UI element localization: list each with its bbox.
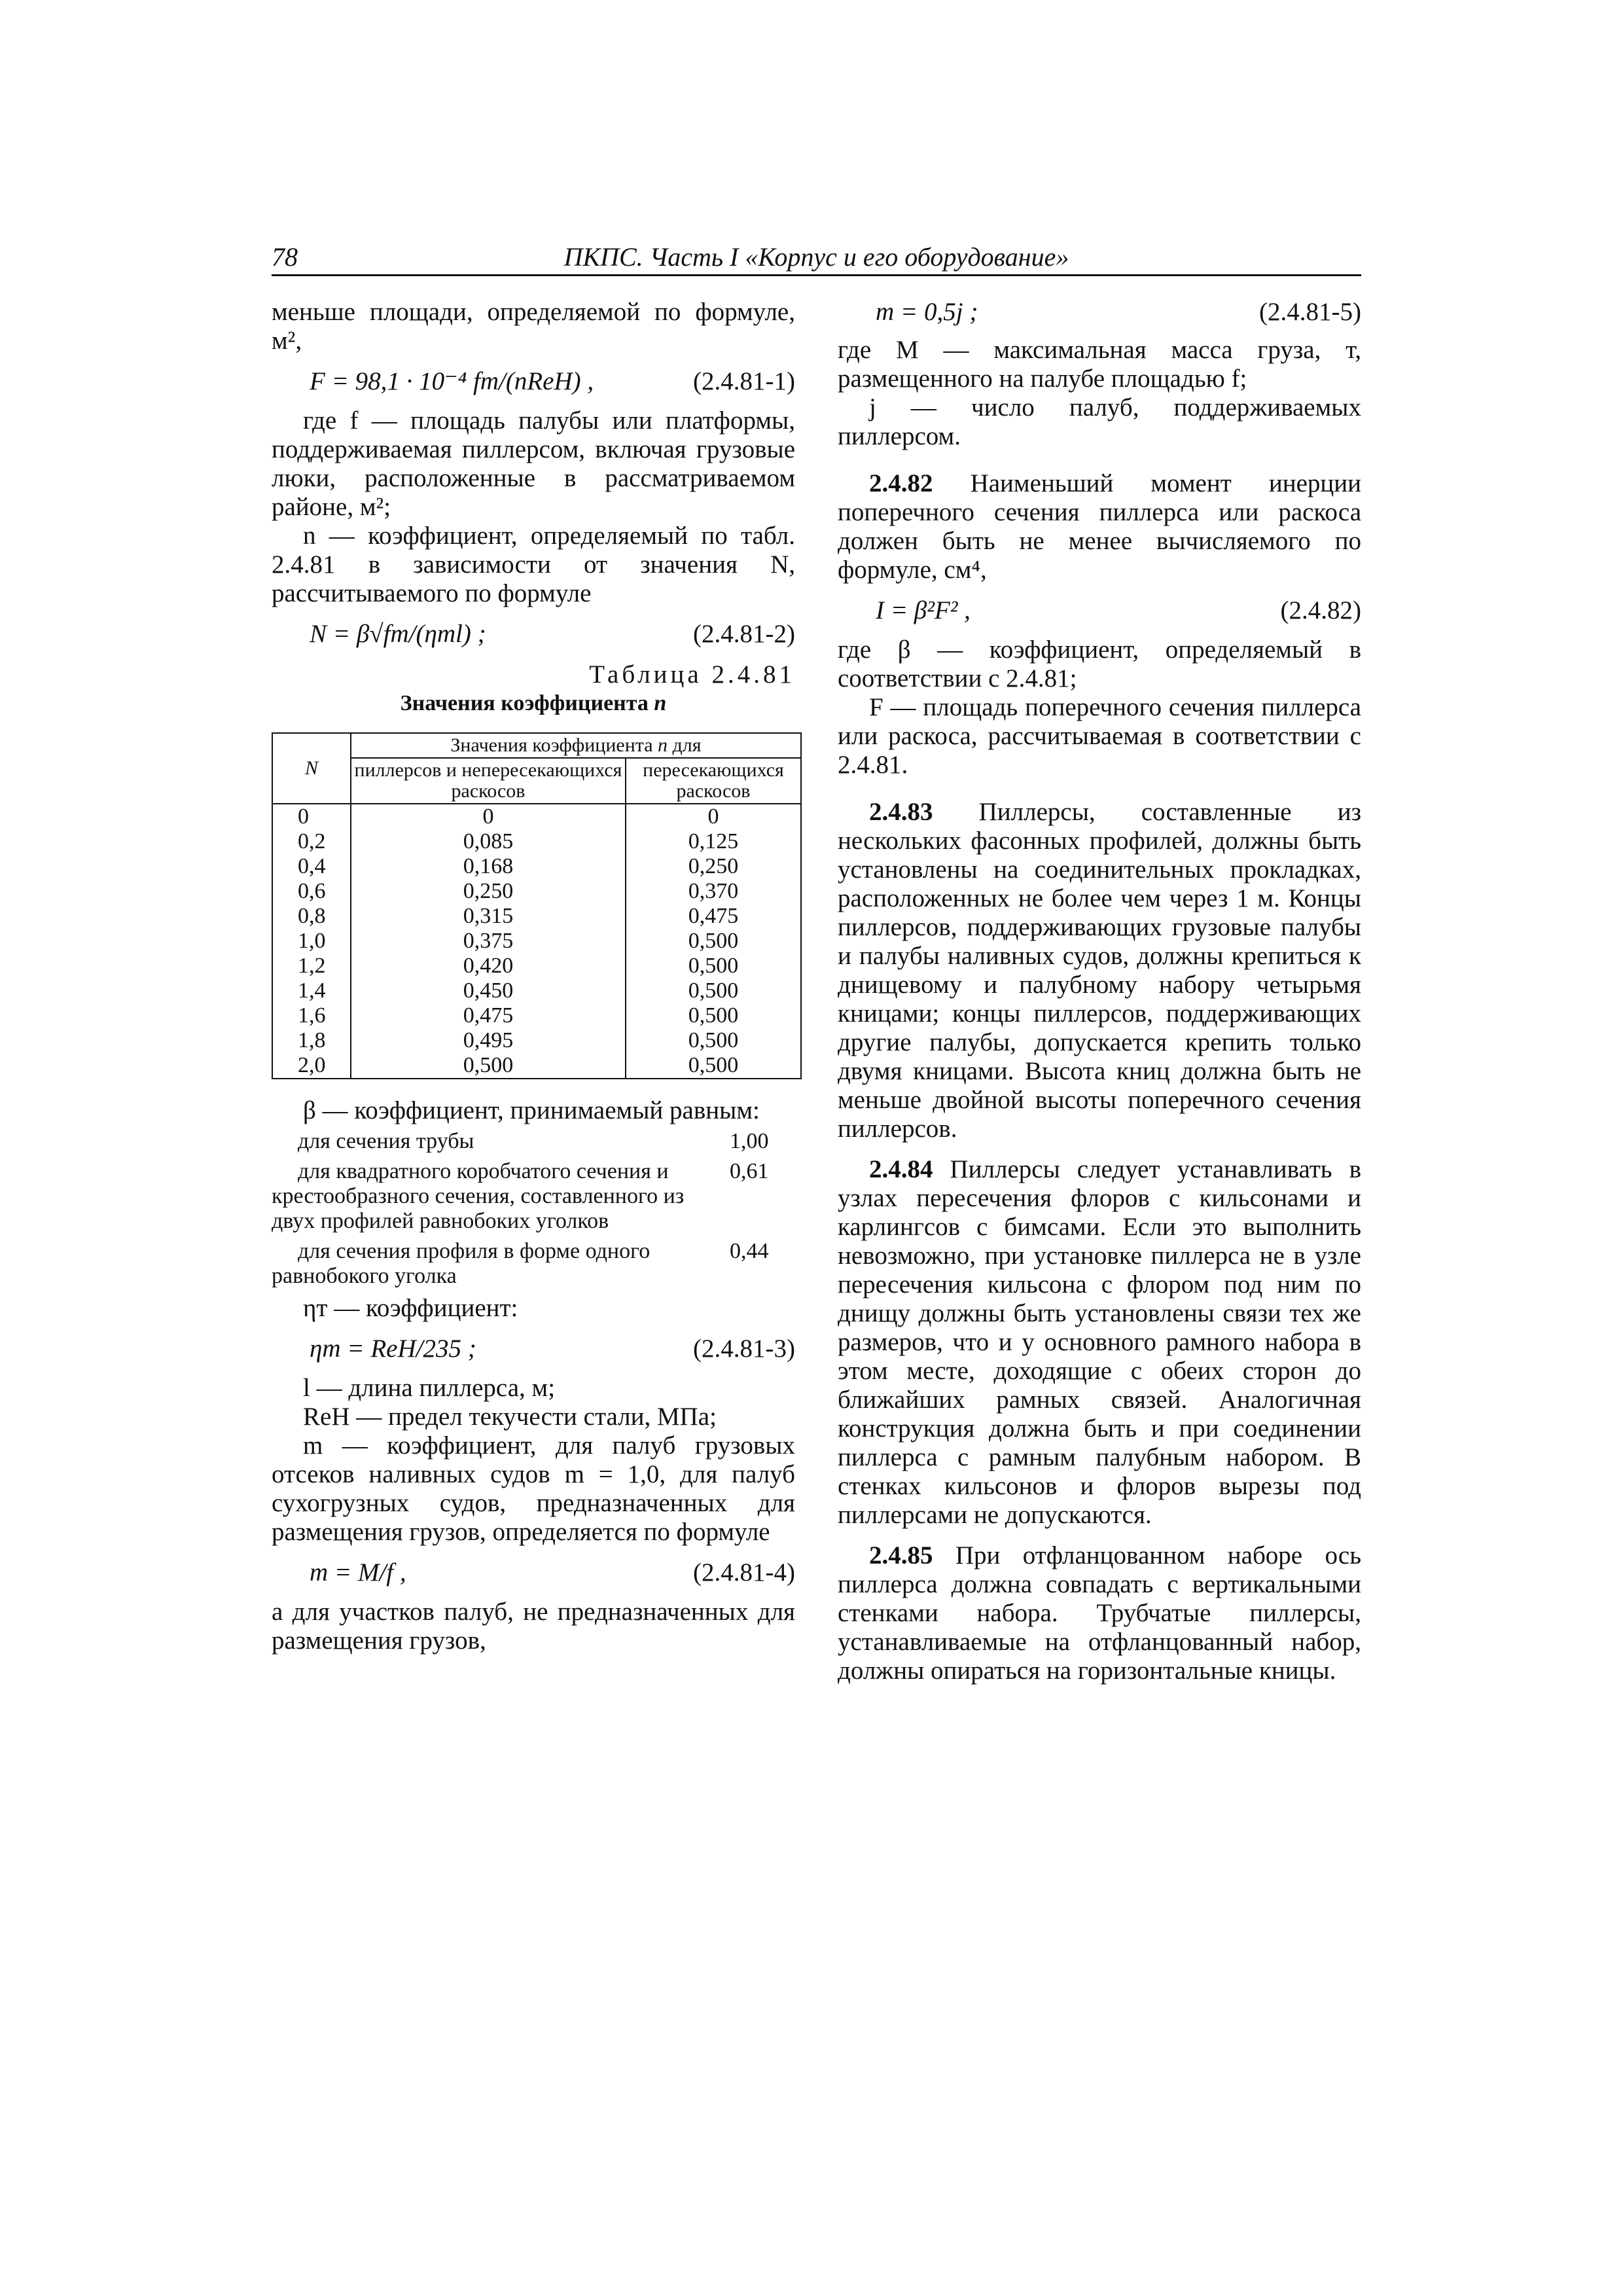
table-row (272, 879, 801, 904)
beta-item-value: 1,00 (730, 1129, 769, 1153)
cell-col-b: 0,475 (626, 904, 801, 929)
coefficient-table (272, 732, 802, 1079)
cell-n: 0,2 (272, 829, 351, 854)
cell-col-a: 0,495 (351, 1028, 626, 1053)
table-title-text: Значения коэффициента (400, 691, 649, 715)
table-row (272, 978, 801, 1003)
equation-number: (2.4.81-1) (693, 367, 795, 395)
section-2-4-83: 2.4.83 Пиллерсы, составленные из нескольких фасонных профилей, должны быть установлены на соединительных прокладках, расположенных не более чем через 1 м. Концы пиллерсов, поддерживающих грузовые палубы и палубы наливных судов, должны крепиться к днищевому и палубному набору четырьмя кницами; концы пиллерсов, поддерживающих другие палубы, допускается крепить только двумя кницами. Высота книц должна быть не меньше двойной высоты поперечного сечения пиллерсов. (838, 798, 1361, 1143)
equation-number: (2.4.81-4) (693, 1558, 795, 1587)
cell-col-a: 0,500 (351, 1053, 626, 1079)
cell-col-b: 0,500 (626, 978, 801, 1003)
left-column (272, 298, 795, 1655)
equation-number: (2.4.82) (1280, 596, 1361, 624)
table-caption: Таблица 2.4.81 (589, 660, 795, 689)
cell-col-b: 0,125 (626, 829, 801, 854)
cell-col-a: 0,475 (351, 1003, 626, 1028)
section-number: 2.4.83 (869, 798, 933, 826)
formula-expression: F = 98,1 · 10⁻⁴ fm/(nReH) , (310, 367, 594, 395)
cell-n: 0 (272, 804, 351, 829)
formula-2-4-81-4 (272, 1552, 795, 1592)
paragraph: меньше площади, определяемой по формуле, м², (272, 298, 795, 355)
table-row (272, 1003, 801, 1028)
cell-col-a: 0,315 (351, 904, 626, 929)
beta-item-label: для квадратного коробчатого сечения и крестообразного сечения, составленного из двух профилей равнобоких уголков (272, 1159, 685, 1233)
cell-col-a: 0,168 (351, 854, 626, 879)
cell-n: 1,6 (272, 1003, 351, 1028)
beta-item-value: 0,61 (730, 1159, 769, 1183)
cell-col-a: 0,250 (351, 879, 626, 904)
cell-col-b: 0 (626, 804, 801, 829)
paragraph: F — площадь поперечного сечения пиллерса или раскоса, рассчитываемая в соответствии с 2.4.81. (838, 693, 1361, 779)
paragraph: а для участков палуб, не предназначенных для размещения грузов, (272, 1598, 795, 1655)
equation-number: (2.4.81-3) (693, 1335, 795, 1363)
table-body (272, 804, 801, 1079)
cell-n: 0,8 (272, 904, 351, 929)
cell-col-a: 0 (351, 804, 626, 829)
section-number: 2.4.85 (869, 1541, 933, 1570)
table-row (272, 904, 801, 929)
paragraph: l — длина пиллерса, м; (303, 1374, 556, 1402)
table-title-variable: n (654, 691, 667, 715)
formula-expression: m = 0,5j ; (876, 298, 978, 326)
cell-col-a: 0,085 (351, 829, 626, 854)
cell-col-a: 0,450 (351, 978, 626, 1003)
section-2-4-84: 2.4.84 Пиллерсы следует устанавливать в узлах пересечения флоров с кильсонами и карлингсов с бимсами. Если это выполнить невозможно, при установке пиллерса не в узле пересечения кильсона с флором под ним по днищу должны быть установлены связи тех же размеров, что и у основного рамного набора в этом месте, доходящие с обеих сторон до ближайших рамных связей. Аналогичная конструкция должна быть и при соединении пиллерса с рамным палубным набором. В стенках кильсонов и флоров вырезы под пиллерсами не допускаются. (838, 1155, 1361, 1529)
right-column (838, 298, 1361, 1685)
paragraph: m — коэффициент, для палуб грузовых отсеков наливных судов m = 1,0, для палуб сухогрузных судов, предназначенных для размещения грузов, определяется по формуле (272, 1431, 795, 1546)
cell-col-b: 0,500 (626, 954, 801, 978)
formula-2-4-81-2 (272, 613, 795, 654)
equation-number: (2.4.81-5) (1259, 298, 1361, 326)
section-2-4-82: 2.4.82 Наименьший момент инерции поперечного сечения пиллерса или раскоса должен быть не менее вычисляемого по формуле, см⁴, (838, 469, 1361, 584)
table-row (272, 854, 801, 879)
formula-2-4-81-5 (838, 298, 1361, 331)
cell-n: 1,0 (272, 929, 351, 954)
paragraph: где β — коэффициент, определяемый в соответствии с 2.4.81; (838, 636, 1361, 692)
beta-item (272, 1159, 795, 1234)
header-group: Значения коэффициента n для (351, 733, 801, 758)
paragraph: n — коэффициент, определяемый по табл. 2.4.81 в зависимости от значения N, рассчитываемого по формуле (272, 522, 795, 607)
beta-item-label: для сечения трубы (298, 1129, 474, 1153)
formula-expression: ηm = ReH/235 ; (310, 1335, 476, 1363)
header-col-a: пиллерсов и непересекающихся раскосов (351, 758, 626, 804)
cell-n: 1,8 (272, 1028, 351, 1053)
formula-expression: m = M/f , (310, 1558, 406, 1587)
cell-n: 0,4 (272, 854, 351, 879)
beta-item-label: для сечения профиля в форме одного равнобокого уголка (272, 1239, 651, 1288)
section-number: 2.4.84 (869, 1155, 933, 1183)
paragraph: где f — площадь палубы или платформы, поддерживаемая пиллерсом, включая грузовые люки, расположенные в рассматриваемом районе, м²; (272, 406, 795, 521)
formula-expression: N = β√fm/(ηтl) ; (310, 620, 486, 648)
cell-n: 1,2 (272, 954, 351, 978)
cell-col-b: 0,370 (626, 879, 801, 904)
paragraph: ReH — предел текучести стали, МПа; (303, 1403, 717, 1431)
header-col-b: пересекающихся раскосов (626, 758, 801, 804)
beta-item (272, 1129, 795, 1154)
table-row (272, 954, 801, 978)
beta-list (272, 1129, 795, 1289)
cell-col-b: 0,250 (626, 854, 801, 879)
cell-col-a: 0,420 (351, 954, 626, 978)
formula-2-4-82 (838, 590, 1361, 630)
page-number: 78 (272, 242, 298, 272)
paragraph: j — число палуб, поддерживаемых пиллерсом. (838, 393, 1361, 450)
cell-n: 1,4 (272, 978, 351, 1003)
table-row (272, 929, 801, 954)
cell-col-b: 0,500 (626, 1053, 801, 1079)
paragraph: ηт — коэффициент: (303, 1294, 518, 1322)
cell-col-a: 0,375 (351, 929, 626, 954)
section-2-4-85: 2.4.85 При отфланцованном наборе ось пиллерса должна совпадать с вертикальными стенками набора. Трубчатые пиллерсы, устанавливаемые на отфланцованный набор, должны опираться на горизонтальные кницы. (838, 1541, 1362, 1685)
table-row (272, 804, 801, 829)
section-number: 2.4.82 (869, 469, 933, 497)
table-row (272, 829, 801, 854)
table-row (272, 1028, 801, 1053)
beta-item (272, 1239, 795, 1289)
cell-col-b: 0,500 (626, 1003, 801, 1028)
cell-n: 0,6 (272, 879, 351, 904)
paragraph: β — коэффициент, принимаемый равным: (303, 1096, 760, 1124)
running-title: ПКПС. Часть I «Корпус и его оборудование» (563, 242, 1069, 272)
table-title (272, 689, 795, 718)
formula-2-4-81-1 (272, 361, 795, 401)
formula-2-4-81-3 (272, 1328, 795, 1369)
cell-col-b: 0,500 (626, 1028, 801, 1053)
page-header (272, 238, 1361, 276)
formula-expression: I = β²F² , (876, 596, 971, 624)
cell-col-b: 0,500 (626, 929, 801, 954)
header-n: N (272, 733, 351, 804)
paragraph: где M — максимальная масса груза, т, размещенного на палубе площадью f; (838, 336, 1361, 393)
beta-item-value: 0,44 (730, 1239, 769, 1263)
equation-number: (2.4.81-2) (693, 620, 795, 648)
cell-n: 2,0 (272, 1053, 351, 1079)
table-row (272, 1053, 801, 1079)
